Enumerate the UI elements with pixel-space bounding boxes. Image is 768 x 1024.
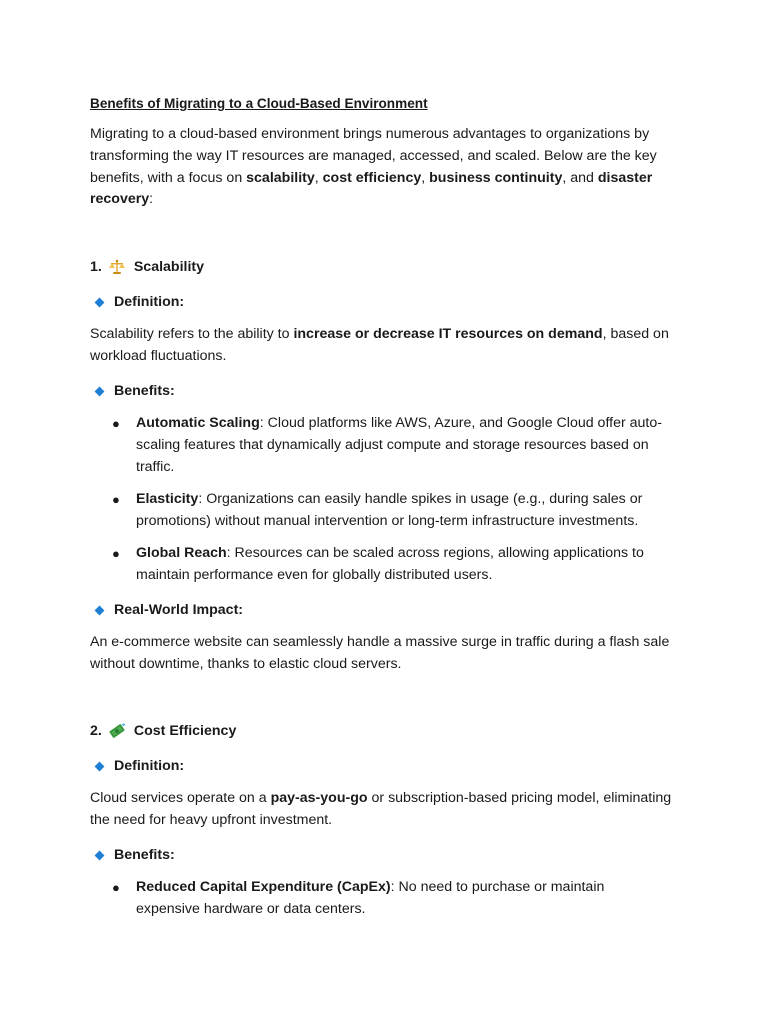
diamond-bullet-icon (95, 605, 105, 615)
diamond-bullet-icon (95, 761, 105, 771)
intro-bold-scalability: scalability (246, 169, 315, 186)
definition-text: Cloud services operate on a (90, 790, 271, 806)
list-item-term: Automatic Scaling (136, 415, 260, 431)
money-icon (108, 723, 126, 739)
definition-text: Scalability refers to the ability to (90, 326, 294, 342)
scale-icon (108, 259, 126, 275)
intro-sep: , (421, 169, 430, 186)
subheading-text: Definition: (114, 294, 185, 310)
intro-bold-continuity: business continuity (429, 169, 563, 186)
definition-paragraph-1 (90, 324, 682, 368)
intro-end: : (149, 191, 154, 208)
intro-sep: , (314, 169, 323, 186)
bullet-dot-icon: ● (112, 492, 120, 507)
benefits-label-1 (96, 381, 175, 401)
definition-bold: pay-as-you-go (270, 790, 368, 806)
definition-label-2 (96, 756, 184, 776)
intro-text: Migrating to a cloud-based environment brings numerous advantages to organizations by transforming the way IT resources are managed, accessed, and scaled. Below are the key benefits, with a focus on (90, 126, 657, 186)
benefits-label-2 (96, 845, 175, 865)
list-item-term: Global Reach (136, 545, 227, 561)
list-item (112, 543, 672, 587)
list-item-term: Elasticity (136, 491, 199, 507)
definition-bold: increase or decrease IT resources on demand (293, 326, 603, 342)
impact-paragraph-1: An e-commerce website can seamlessly handle a massive surge in traffic during a flash sale without downtime, thanks to elastic cloud servers. (90, 634, 670, 672)
intro-bold-recovery: disaster recovery (90, 169, 653, 208)
bullet-dot-icon: ● (112, 880, 120, 895)
document-title: Benefits of Migrating to a Cloud-Based Environment (90, 96, 428, 111)
intro-bold-cost: cost efficiency (322, 169, 422, 186)
list-item (112, 877, 672, 921)
list-item (112, 489, 672, 533)
section-heading-text: Scalability (133, 259, 205, 275)
section-number: 1. (90, 259, 102, 275)
subheading-text: Benefits: (114, 383, 175, 399)
section-number: 2. (90, 723, 102, 739)
subheading-text: Definition: (114, 758, 185, 774)
definition-label-1 (96, 292, 184, 312)
list-item-text: : No need to purchase or maintain expensive hardware or data centers. (136, 879, 605, 917)
impact-label-1 (96, 600, 243, 620)
intro-sep: , and (562, 169, 598, 186)
list-item (112, 413, 672, 478)
definition-text: or subscription-based pricing model, eliminating the need for heavy upfront investment. (90, 790, 672, 828)
list-item-term: Reduced Capital Expenditure (CapEx) (136, 879, 391, 895)
intro-paragraph (90, 124, 682, 211)
section-heading-scalability (90, 257, 204, 277)
definition-text: , based on workload fluctuations. (90, 326, 669, 364)
section-heading-text: Cost Efficiency (133, 723, 237, 739)
list-item-text: : Resources can be scaled across regions, allowing applications to maintain performance even for globally distributed users. (136, 545, 644, 583)
bullet-dot-icon: ● (112, 546, 120, 561)
subheading-text: Benefits: (114, 847, 175, 863)
subheading-text: Real-World Impact: (114, 602, 244, 618)
section-heading-cost-efficiency (90, 721, 236, 741)
diamond-bullet-icon (95, 386, 105, 396)
diamond-bullet-icon (95, 850, 105, 860)
diamond-bullet-icon (95, 297, 105, 307)
list-item-text: : Cloud platforms like AWS, Azure, and Google Cloud offer auto-scaling features that dynamically adjust compute and storage resources based on traffic. (136, 415, 662, 475)
definition-paragraph-2 (90, 788, 682, 832)
bullet-dot-icon: ● (112, 416, 120, 431)
list-item-text: : Organizations can easily handle spikes in usage (e.g., during sales or promotions) without manual intervention or long-term infrastructure investments. (136, 491, 643, 529)
